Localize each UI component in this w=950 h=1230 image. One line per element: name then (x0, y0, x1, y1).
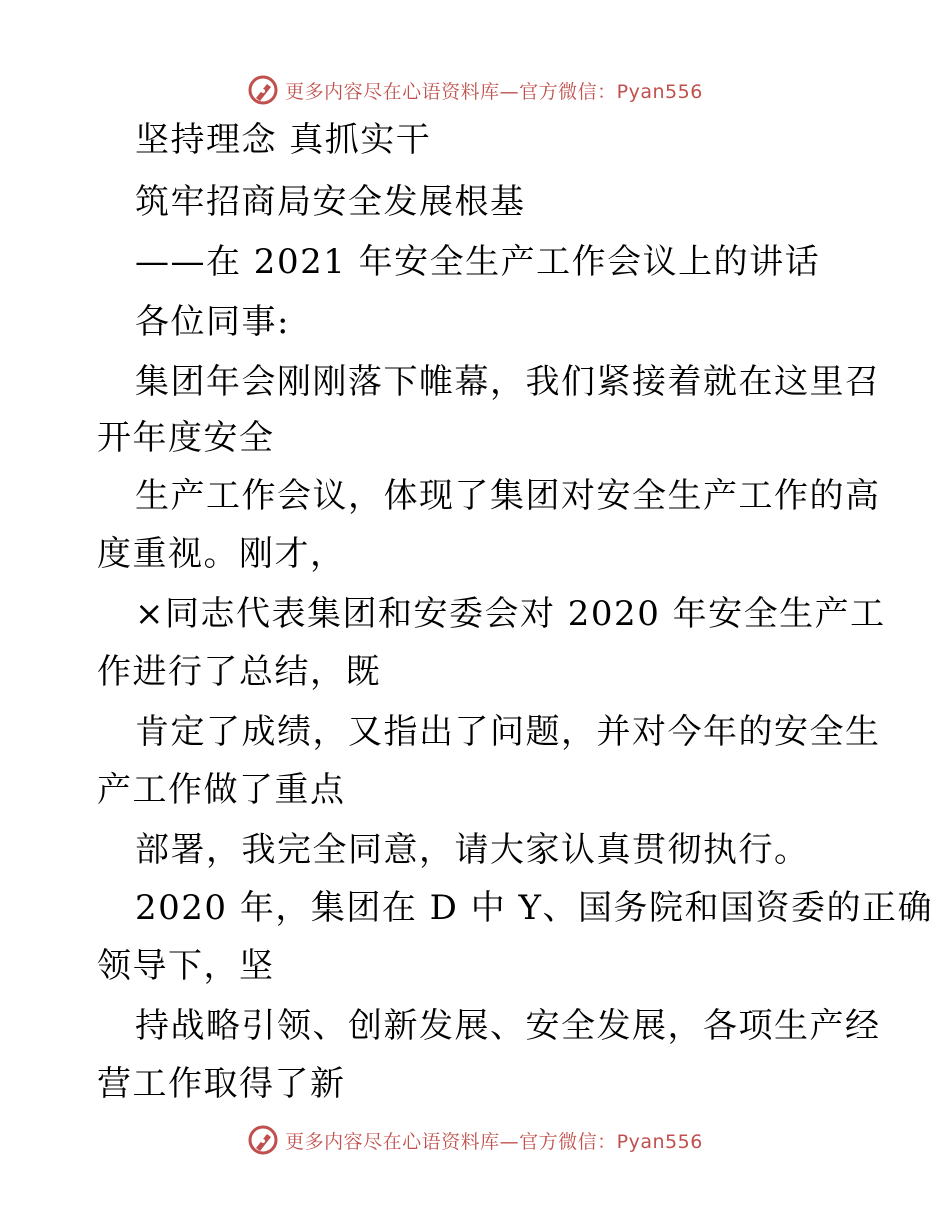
doc-line: ×同志代表集团和安委会对 2020 年安全生产工 (135, 594, 886, 634)
doc-subtitle: ——在 2021 年安全生产工作会议上的讲话 (135, 242, 821, 282)
header-banner (0, 70, 950, 110)
doc-line: 营工作取得了新 (97, 1064, 346, 1104)
banner-text: 更多内容尽在心语资料库—官方微信：Pyan556 (285, 1130, 703, 1153)
doc-line: 领导下，坚 (97, 946, 275, 986)
doc-line: 产工作做了重点 (97, 770, 346, 810)
doc-line: 作进行了总结，既 (97, 652, 381, 692)
doc-title-line-2: 筑牢招商局安全发展根基 (135, 182, 526, 222)
doc-line: 生产工作会议，体现了集团对安全生产工作的高 (135, 476, 881, 516)
doc-line: 2020 年，集团在 D 中 Y、国务院和国资委的正确 (135, 888, 933, 928)
doc-line: 部署，我完全同意，请大家认真贯彻执行。 (135, 830, 810, 870)
doc-line: 开年度安全 (97, 418, 275, 458)
doc-line: 肯定了成绩，又指出了问题，并对今年的安全生 (135, 712, 881, 752)
pen-nib-circle-icon (247, 1124, 279, 1156)
pen-nib-circle-icon (247, 74, 279, 106)
footer-banner (0, 1120, 950, 1160)
banner-text: 更多内容尽在心语资料库—官方微信：Pyan556 (285, 80, 703, 103)
doc-line: 度重视。刚才， (97, 534, 346, 574)
doc-line: 集团年会刚刚落下帷幕，我们紧接着就在这里召 (135, 362, 881, 402)
doc-line: 持战略引领、创新发展、安全发展，各项生产经 (135, 1006, 881, 1046)
doc-salutation: 各位同事: (135, 302, 290, 342)
doc-title-line-1: 坚持理念 真抓实干 (135, 120, 432, 160)
